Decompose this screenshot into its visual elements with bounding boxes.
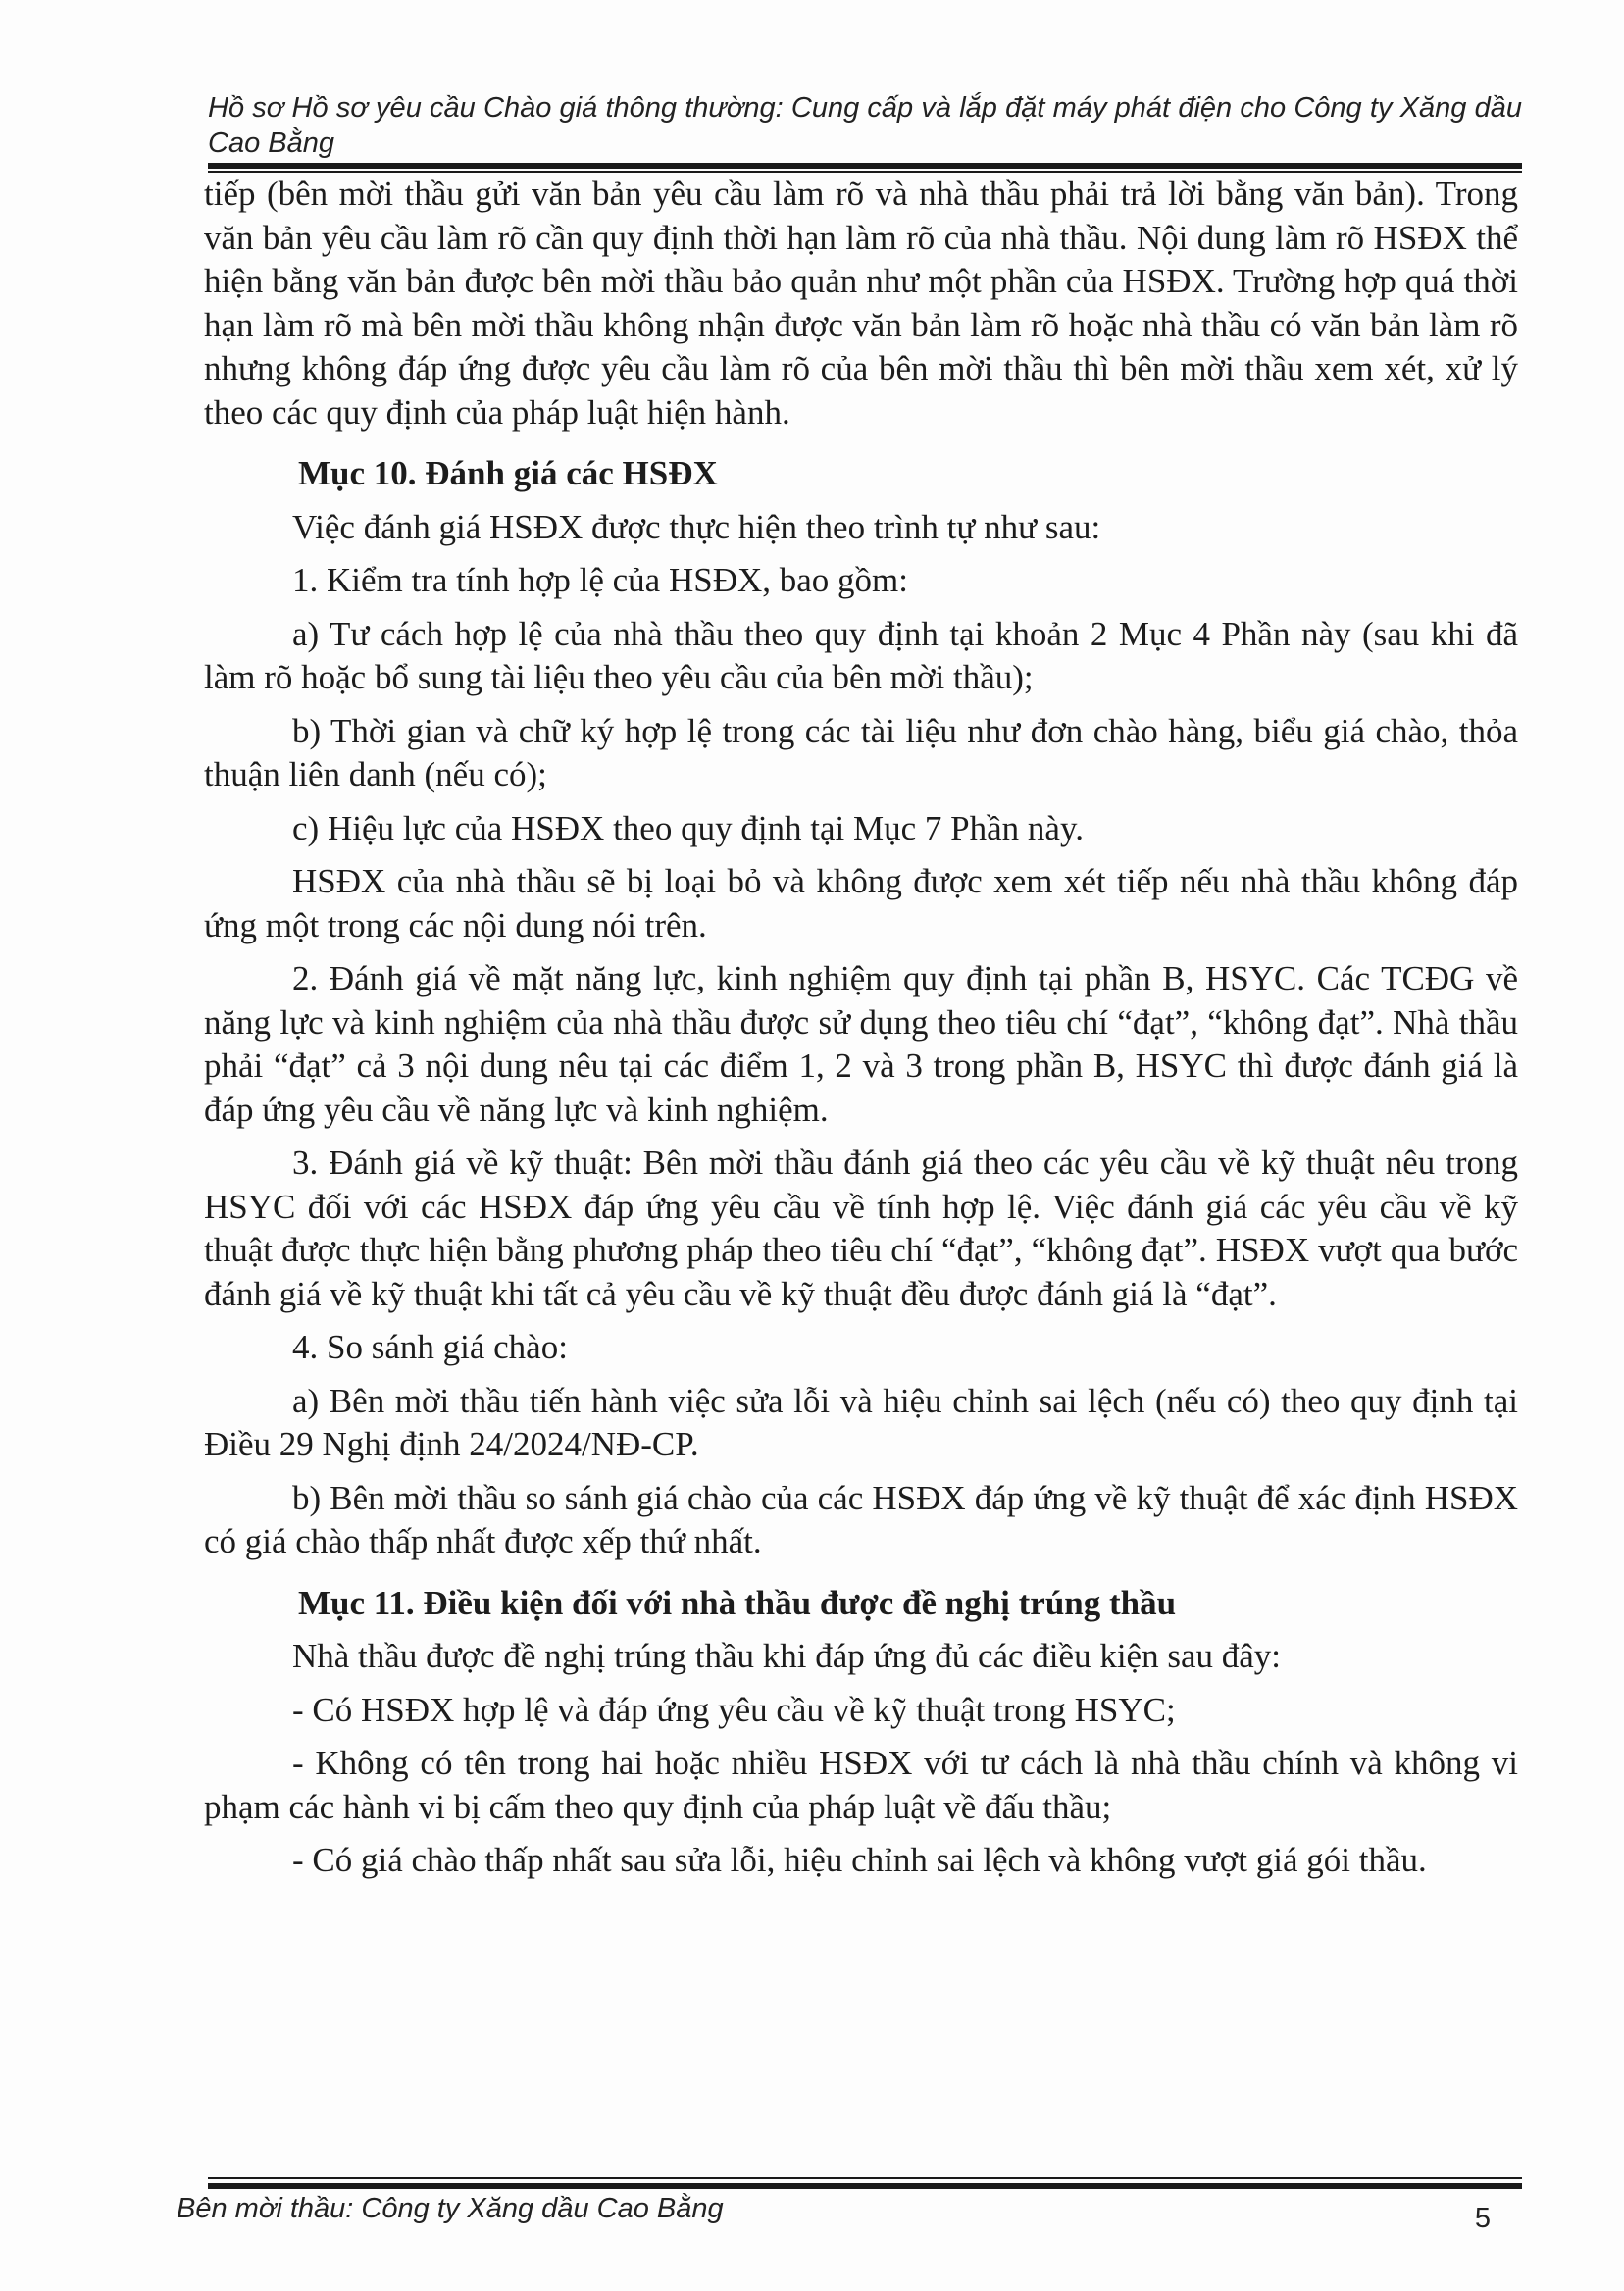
- item-4: 4. So sánh giá chào:: [292, 1328, 568, 1366]
- page-header: Hồ sơ Hồ sơ yêu cầu Chào giá thông thường: Cung cấp và lắp đặt máy phát điện cho Công ty Xăng dầu Cao Bằng: [208, 92, 1522, 159]
- section-11-intro: Nhà thầu được đề nghị trúng thầu khi đáp ứng đủ các điều kiện sau đây:: [292, 1637, 1281, 1675]
- item-3: 3. Đánh giá về kỹ thuật: Bên mời thầu đánh giá theo các yêu cầu về kỹ thuật nêu trong HSYC đối với các HSĐX đáp ứng yêu cầu về tính hợp lệ. Việc đánh giá các yêu cầu về kỹ thuật được thực hiện bằng phương pháp theo tiêu chí “đạt”, “không đạt”. HSĐX vượt qua bước đánh giá về kỹ thuật khi tất cả yêu cầu về kỹ thuật đều được đánh giá là “đạt”.: [204, 1144, 1518, 1313]
- document-body: [204, 173, 1518, 1883]
- item-4a: a) Bên mời thầu tiến hành việc sửa lỗi và hiệu chỉnh sai lệch (nếu có) theo quy định tại Điều 29 Nghị định 24/2024/NĐ-CP.: [204, 1381, 1518, 1463]
- item-2: 2. Đánh giá về mặt năng lực, kinh nghiệm quy định tại phần B, HSYC. Các TCĐG về năng lực và kinh nghiệm của nhà thầu được sử dụng theo tiêu chí “đạt”, “không đạt”. Nhà thầu phải “đạt” cả 3 nội dung nêu tại các điểm 1, 2 và 3 trong phần B, HSYC thì được đánh giá là đáp ứng yêu cầu về năng lực và kinh nghiệm.: [204, 959, 1518, 1129]
- section-10-heading: Mục 10. Đánh giá các HSĐX: [298, 454, 718, 492]
- page-footer: Bên mời thầu: Công ty Xăng dầu Cao Bằng: [177, 2193, 724, 2224]
- page-number: 5: [1474, 2203, 1491, 2234]
- item-4b: b) Bên mời thầu so sánh giá chào của các HSĐX đáp ứng về kỹ thuật để xác định HSĐX có giá chào thấp nhất được xếp thứ nhất.: [204, 1478, 1518, 1560]
- condition-1: - Có HSĐX hợp lệ và đáp ứng yêu cầu về kỹ thuật trong HSYC;: [292, 1690, 1176, 1729]
- condition-2: - Không có tên trong hai hoặc nhiều HSĐX với tư cách là nhà thầu chính và không vi phạm các hành vi bị cấm theo quy định của pháp luật về đấu thầu;: [204, 1744, 1518, 1826]
- item-1c: c) Hiệu lực của HSĐX theo quy định tại Mục 7 Phần này.: [292, 808, 1084, 847]
- section-11-heading: Mục 11. Điều kiện đối với nhà thầu được đề nghị trúng thầu: [298, 1583, 1177, 1622]
- section-10-intro: Việc đánh giá HSĐX được thực hiện theo trình tự như sau:: [292, 507, 1101, 546]
- item-1: 1. Kiểm tra tính hợp lệ của HSĐX, bao gồm:: [292, 561, 908, 599]
- reject-paragraph: HSĐX của nhà thầu sẽ bị loại bỏ và không được xem xét tiếp nếu nhà thầu không đáp ứng một trong các nội dung nói trên.: [204, 862, 1518, 944]
- item-1b: b) Thời gian và chữ ký hợp lệ trong các tài liệu như đơn chào hàng, biểu giá chào, thỏa thuận liên danh (nếu có);: [204, 711, 1518, 793]
- item-1a: a) Tư cách hợp lệ của nhà thầu theo quy định tại khoản 2 Mục 4 Phần này (sau khi đã làm rõ hoặc bổ sung tài liệu theo yêu cầu của bên mời thầu);: [204, 614, 1518, 696]
- continuation-paragraph: tiếp (bên mời thầu gửi văn bản yêu cầu làm rõ và nhà thầu phải trả lời bằng văn bản). Trong văn bản yêu cầu làm rõ cần quy định thời hạn làm rõ của nhà thầu. Nội dung làm rõ HSĐX thể hiện bằng văn bản được bên mời thầu bảo quản như một phần của HSĐX. Trường hợp quá thời hạn làm rõ mà bên mời thầu không nhận được văn bản làm rõ hoặc nhà thầu có văn bản làm rõ nhưng không đáp ứng được yêu cầu làm rõ của bên mời thầu thì bên mời thầu xem xét, xử lý theo các quy định của pháp luật hiện hành.: [204, 175, 1518, 432]
- condition-3: - Có giá chào thấp nhất sau sửa lỗi, hiệu chỉnh sai lệch và không vượt giá gói thầu.: [292, 1841, 1427, 1879]
- footer-rule-thick: [208, 2183, 1522, 2189]
- footer-rule-thin: [208, 2177, 1522, 2179]
- header-rule-thick: [208, 163, 1522, 169]
